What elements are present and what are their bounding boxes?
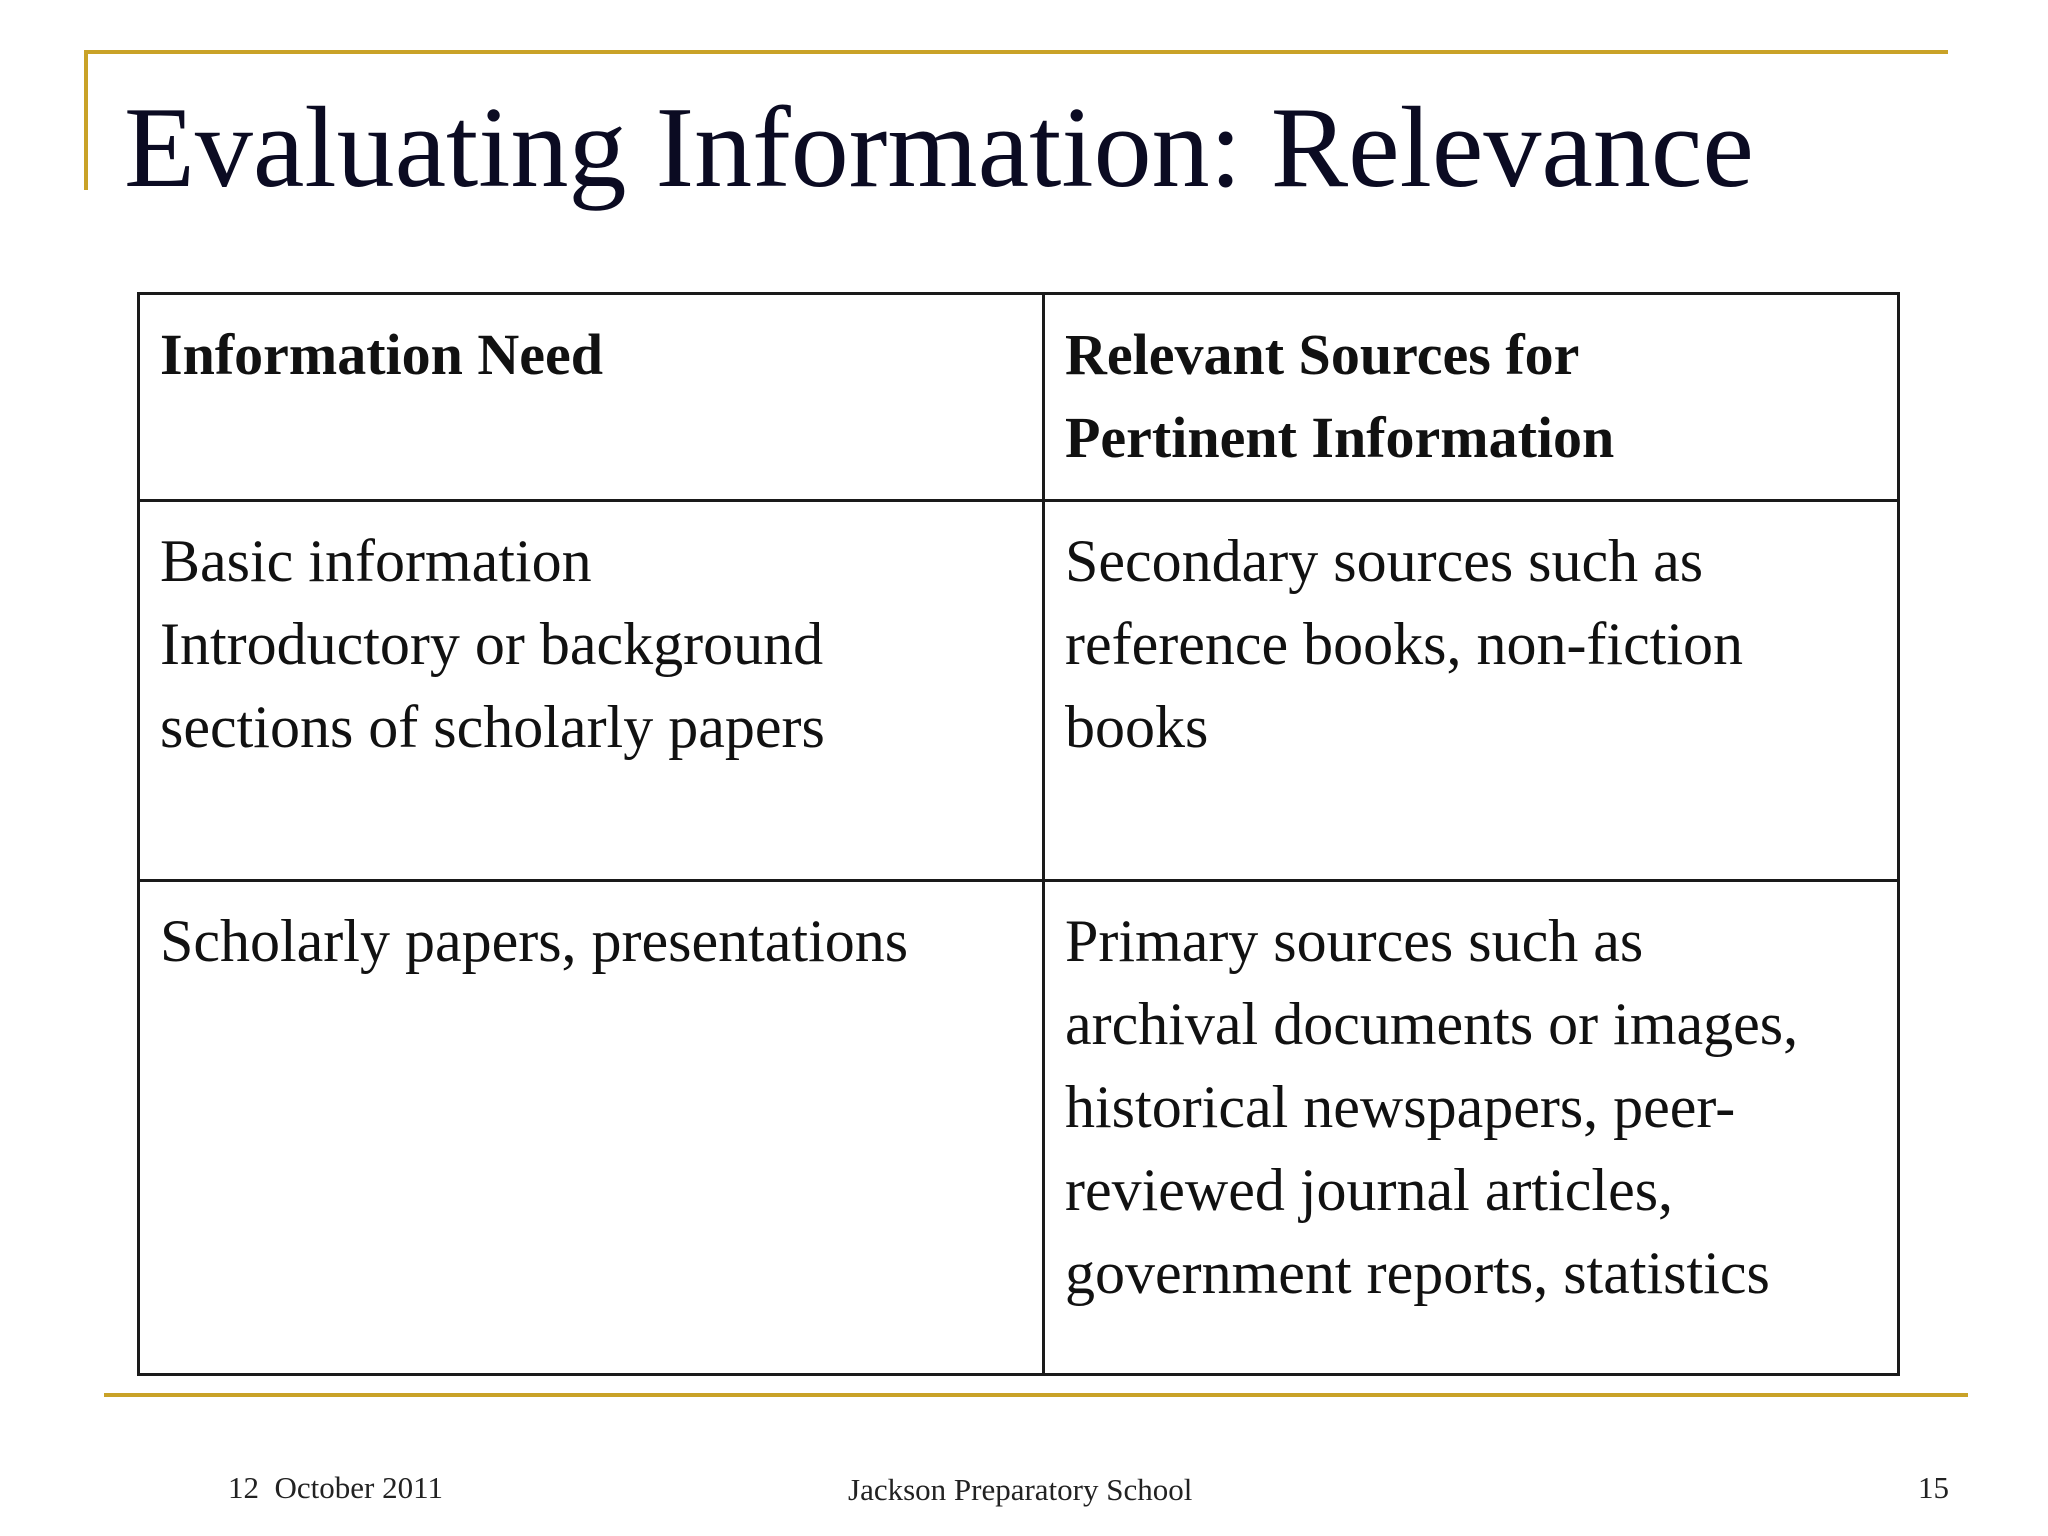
- header-line: Information Need: [160, 322, 604, 387]
- cell-need-scholarly: [139, 881, 1044, 1375]
- table-row: [139, 501, 1899, 881]
- footer-page-number: 15: [1918, 1470, 1949, 1505]
- relevance-table-container: [137, 292, 1897, 1373]
- footer-school: Jackson Preparatory School: [848, 1472, 1193, 1507]
- cell-line: reviewed journal articles,: [1065, 1157, 1674, 1223]
- cell-need-basic: [139, 501, 1044, 881]
- footer-date: 12 October 2011: [228, 1470, 443, 1505]
- cell-line: Secondary sources such as: [1065, 528, 1704, 594]
- header-line: Pertinent Information: [1065, 405, 1615, 470]
- table-header-row: [139, 294, 1899, 501]
- cell-line: Scholarly papers, presentations: [160, 908, 909, 974]
- left-accent-line: [84, 50, 88, 190]
- cell-sources-secondary: [1044, 501, 1899, 881]
- top-accent-line: [84, 50, 1948, 54]
- cell-sources-primary: [1044, 881, 1899, 1375]
- bottom-accent-line: [104, 1393, 1968, 1397]
- header-relevant-sources: [1044, 294, 1899, 501]
- cell-line: books: [1065, 694, 1209, 760]
- cell-line: government reports, statistics: [1065, 1240, 1770, 1306]
- relevance-table: [137, 292, 1900, 1376]
- cell-line: sections of scholarly papers: [160, 694, 825, 760]
- slide-title: Evaluating Information: Relevance: [124, 84, 1754, 212]
- header-line: Relevant Sources for: [1065, 322, 1580, 387]
- cell-line: Basic information: [160, 528, 592, 594]
- cell-line: archival documents or images,: [1065, 991, 1799, 1057]
- cell-line: historical newspapers, peer-: [1065, 1074, 1736, 1140]
- table-row: [139, 881, 1899, 1375]
- header-information-need: [139, 294, 1044, 501]
- cell-line: reference books, non-fiction: [1065, 611, 1744, 677]
- cell-line: Primary sources such as: [1065, 908, 1644, 974]
- cell-line: Introductory or background: [160, 611, 824, 677]
